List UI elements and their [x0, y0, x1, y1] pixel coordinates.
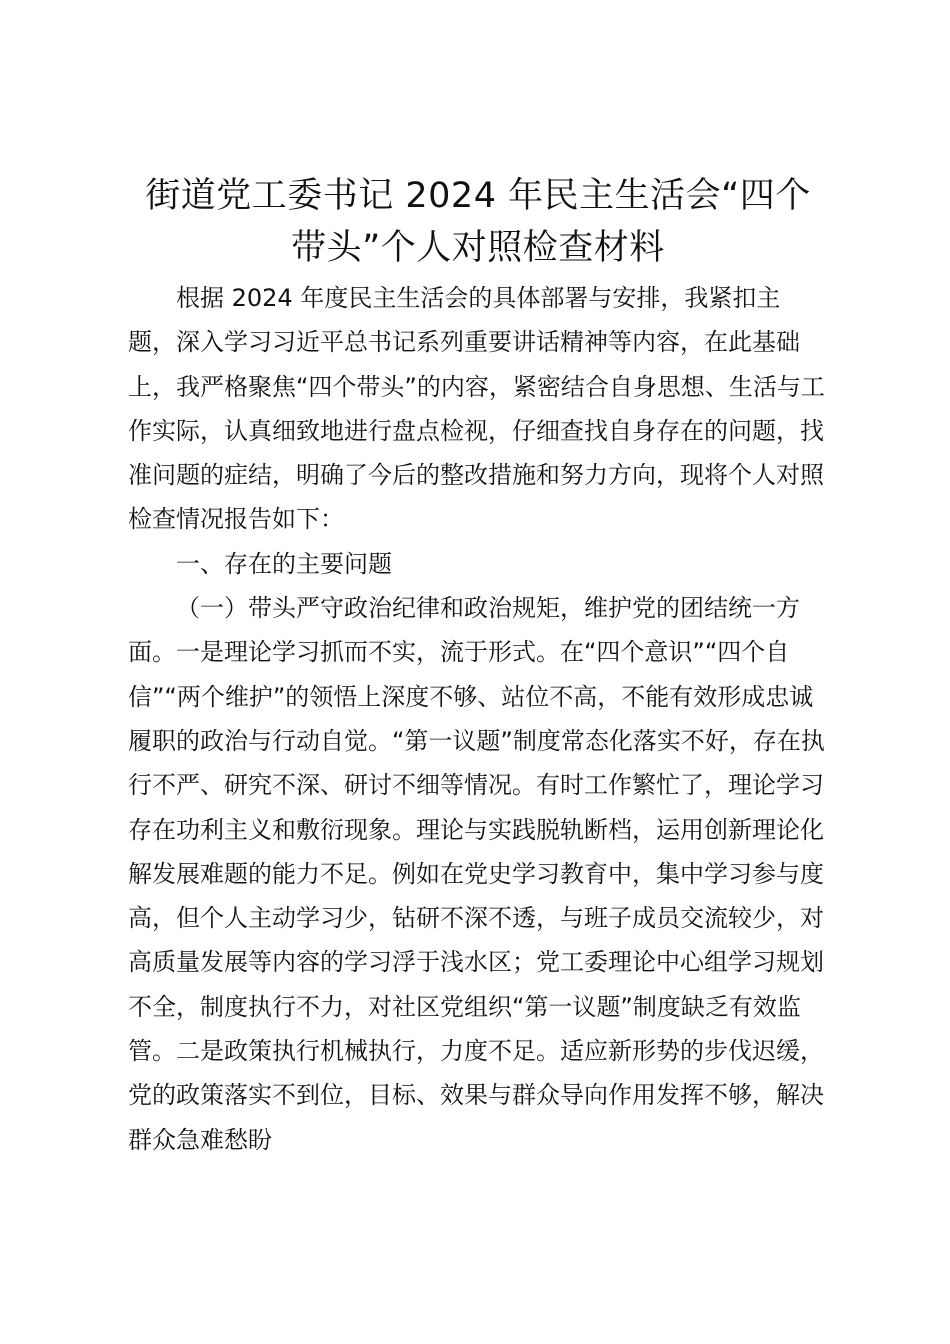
body-paragraph: （一）带头严守政治纪律和政治规矩，维护党的团结统一方面。一是理论学习抓而不实，流于形式。在“四个意识”“四个自信”“两个维护”的领悟上深度不够、站位不高，不能有效形成忠诚履职的政治与行动自觉。“第一议题”制度常态化落实不好，存在执行不严、研究不深、研讨不细等情况。有时工作繁忙了，理论学习存在功利主义和敷衍现象。理论与实践脱轨断档，运用创新理论化解发展难题的能力不足。例如在党史学习教育中，集中学习参与度高，但个人主动学习少，钻研不深不透，与班子成员交流较少，对高质量发展等内容的学习浮于浅水区；党工委理论中心组学习规划不全，制度执行不力，对社区党组织“第一议题”制度缺乏有效监管。二是政策执行机械执行，力度不足。适应新形势的步伐迟缓，党的政策落实不到位，目标、效果与群众导向作用发挥不够，解决群众急难愁盼: [128, 594, 825, 1154]
intro-paragraph: 根据 2024 年度民主生活会的具体部署与安排，我紧扣主题，深入学习习近平总书记系列重要讲话精神等内容，在此基础上，我严格聚焦“四个带头”的内容，紧密结合自身思想、生活与工作实际，认真细致地进行盘点检视，仔细查找自身存在的问题，找准问题的症结，明确了今后的整改措施和努力方向，现将个人对照检查情况报告如下：: [128, 284, 825, 534]
document-title: 街道党工委书记 2024 年民主生活会“四个带头”个人对照检查材料: [145, 176, 811, 268]
document-body: [128, 276, 828, 1162]
section-heading: 一、存在的主要问题: [176, 549, 392, 578]
